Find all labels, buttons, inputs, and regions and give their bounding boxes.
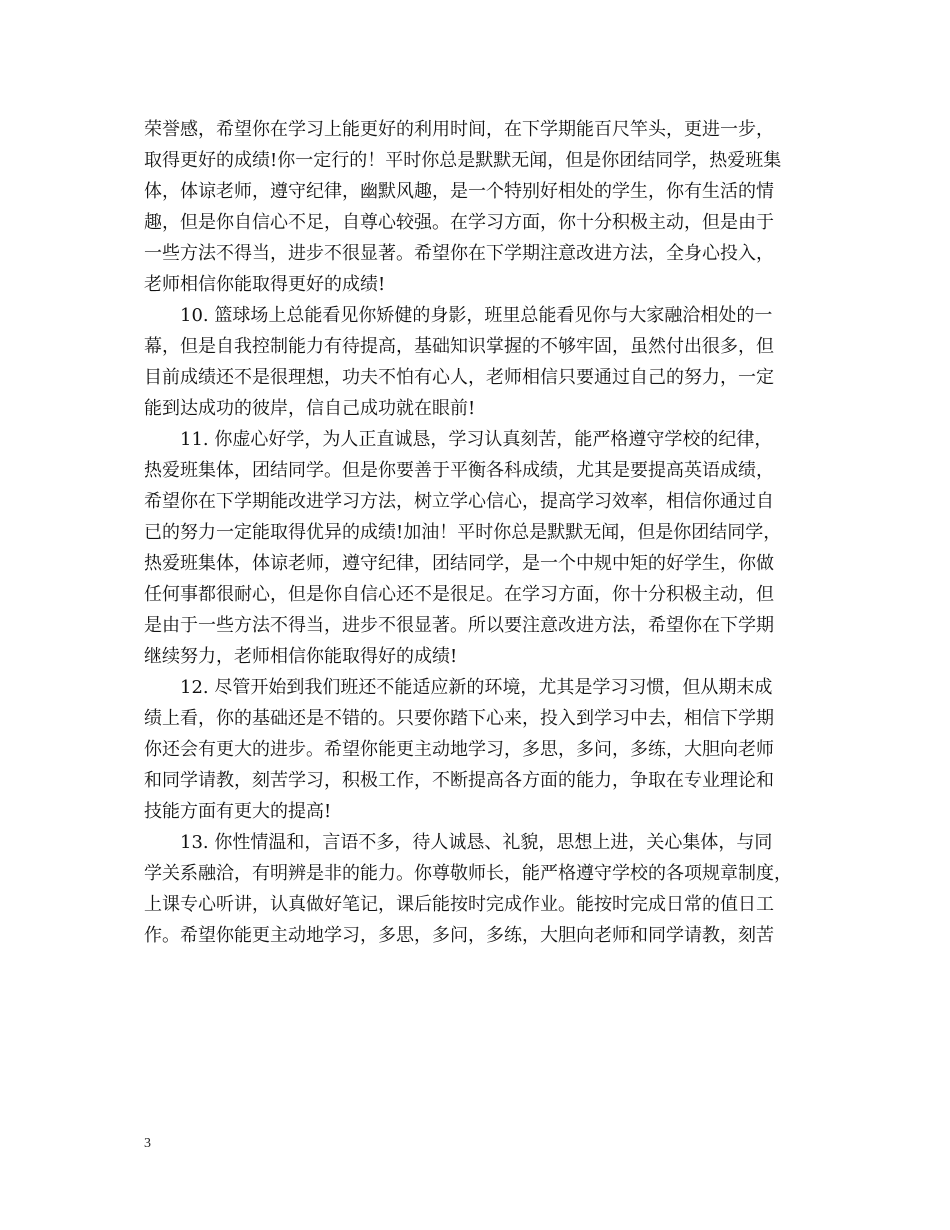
paragraph-13-start: 13. 你性情温和，言语不多，待人诚恳、礼貌，思想上进，关心集体，与同 <box>180 832 773 853</box>
paragraph-12-start: 12. 尽管开始到我们班还不能适应新的环境，尤其是学习习惯，但从期末成 <box>180 677 773 698</box>
text-line: 学关系融洽，有明辨是非的能力。你尊敬师长，能严格遵守学校的各项规章制度， <box>144 863 792 884</box>
text-line: 趣，但是你自信心不足，自尊心较强。在学习方面，你十分积极主动，但是由于 <box>144 212 774 233</box>
text-line: 能到达成功的彼岸，信自己成功就在眼前! <box>144 398 476 419</box>
text-line: 和同学请教，刻苦学习，积极工作，不断提高各方面的能力，争取在专业理论和 <box>144 770 774 791</box>
page-number: 3 <box>144 1136 151 1151</box>
text-line: 希望你在下学期能改进学习方法，树立学心信心，提高学习效率，相信你通过自 <box>144 491 774 512</box>
text-line: 幕，但是自我控制能力有待提高，基础知识掌握的不够牢固，虽然付出很多，但 <box>144 336 774 357</box>
body-text <box>144 114 812 951</box>
text-line: 作。希望你能更主动地学习，多思，多问，多练，大胆向老师和同学请教，刻苦 <box>144 925 774 946</box>
text-line: 你还会有更大的进步。希望你能更主动地学习，多思，多问，多练，大胆向老师 <box>144 739 774 760</box>
text-line: 老师相信你能取得更好的成绩! <box>144 274 386 295</box>
text-line: 热爱班集体，团结同学。但是你要善于平衡各科成绩，尤其是要提高英语成绩， <box>144 460 774 481</box>
paragraph-11-start: 11. 你虚心好学，为人正直诚恳，学习认真刻苦，能严格遵守学校的纪律， <box>180 429 773 450</box>
text-line: 荣誉感，希望你在学习上能更好的利用时间，在下学期能百尺竿头，更进一步， <box>144 119 774 140</box>
text-line: 已的努力一定能取得优异的成绩!加油！平时你总是默默无闻，但是你团结同学， <box>144 522 782 543</box>
text-line: 取得更好的成绩!你一定行的！平时你总是默默无闻，但是你团结同学，热爱班集 <box>144 150 782 171</box>
text-line: 是由于一些方法不得当，进步不很显著。所以要注意改进方法，希望你在下学期 <box>144 615 774 636</box>
text-line: 技能方面有更大的提高! <box>144 801 332 822</box>
text-line: 目前成绩还不是很理想，功夫不怕有心人，老师相信只要通过自己的努力，一定 <box>144 367 774 388</box>
paragraph-10-start: 10. 篮球场上总能看见你矫健的身影，班里总能看见你与大家融洽相处的一 <box>180 305 773 326</box>
text-line: 一些方法不得当，进步不很显著。希望你在下学期注意改进方法，全身心投入， <box>144 243 774 264</box>
text-line: 上课专心听讲，认真做好笔记，课后能按时完成作业。能按时完成日常的值日工 <box>144 894 774 915</box>
text-line: 体，体谅老师，遵守纪律，幽默风趣，是一个特别好相处的学生，你有生活的情 <box>144 181 774 202</box>
text-line: 任何事都很耐心，但是你自信心还不是很足。在学习方面，你十分积极主动，但 <box>144 584 774 605</box>
text-line: 热爱班集体，体谅老师，遵守纪律，团结同学，是一个中规中矩的好学生，你做 <box>144 553 774 574</box>
text-line: 绩上看，你的基础还是不错的。只要你踏下心来，投入到学习中去，相信下学期 <box>144 708 774 729</box>
text-line: 继续努力，老师相信你能取得好的成绩! <box>144 646 458 667</box>
